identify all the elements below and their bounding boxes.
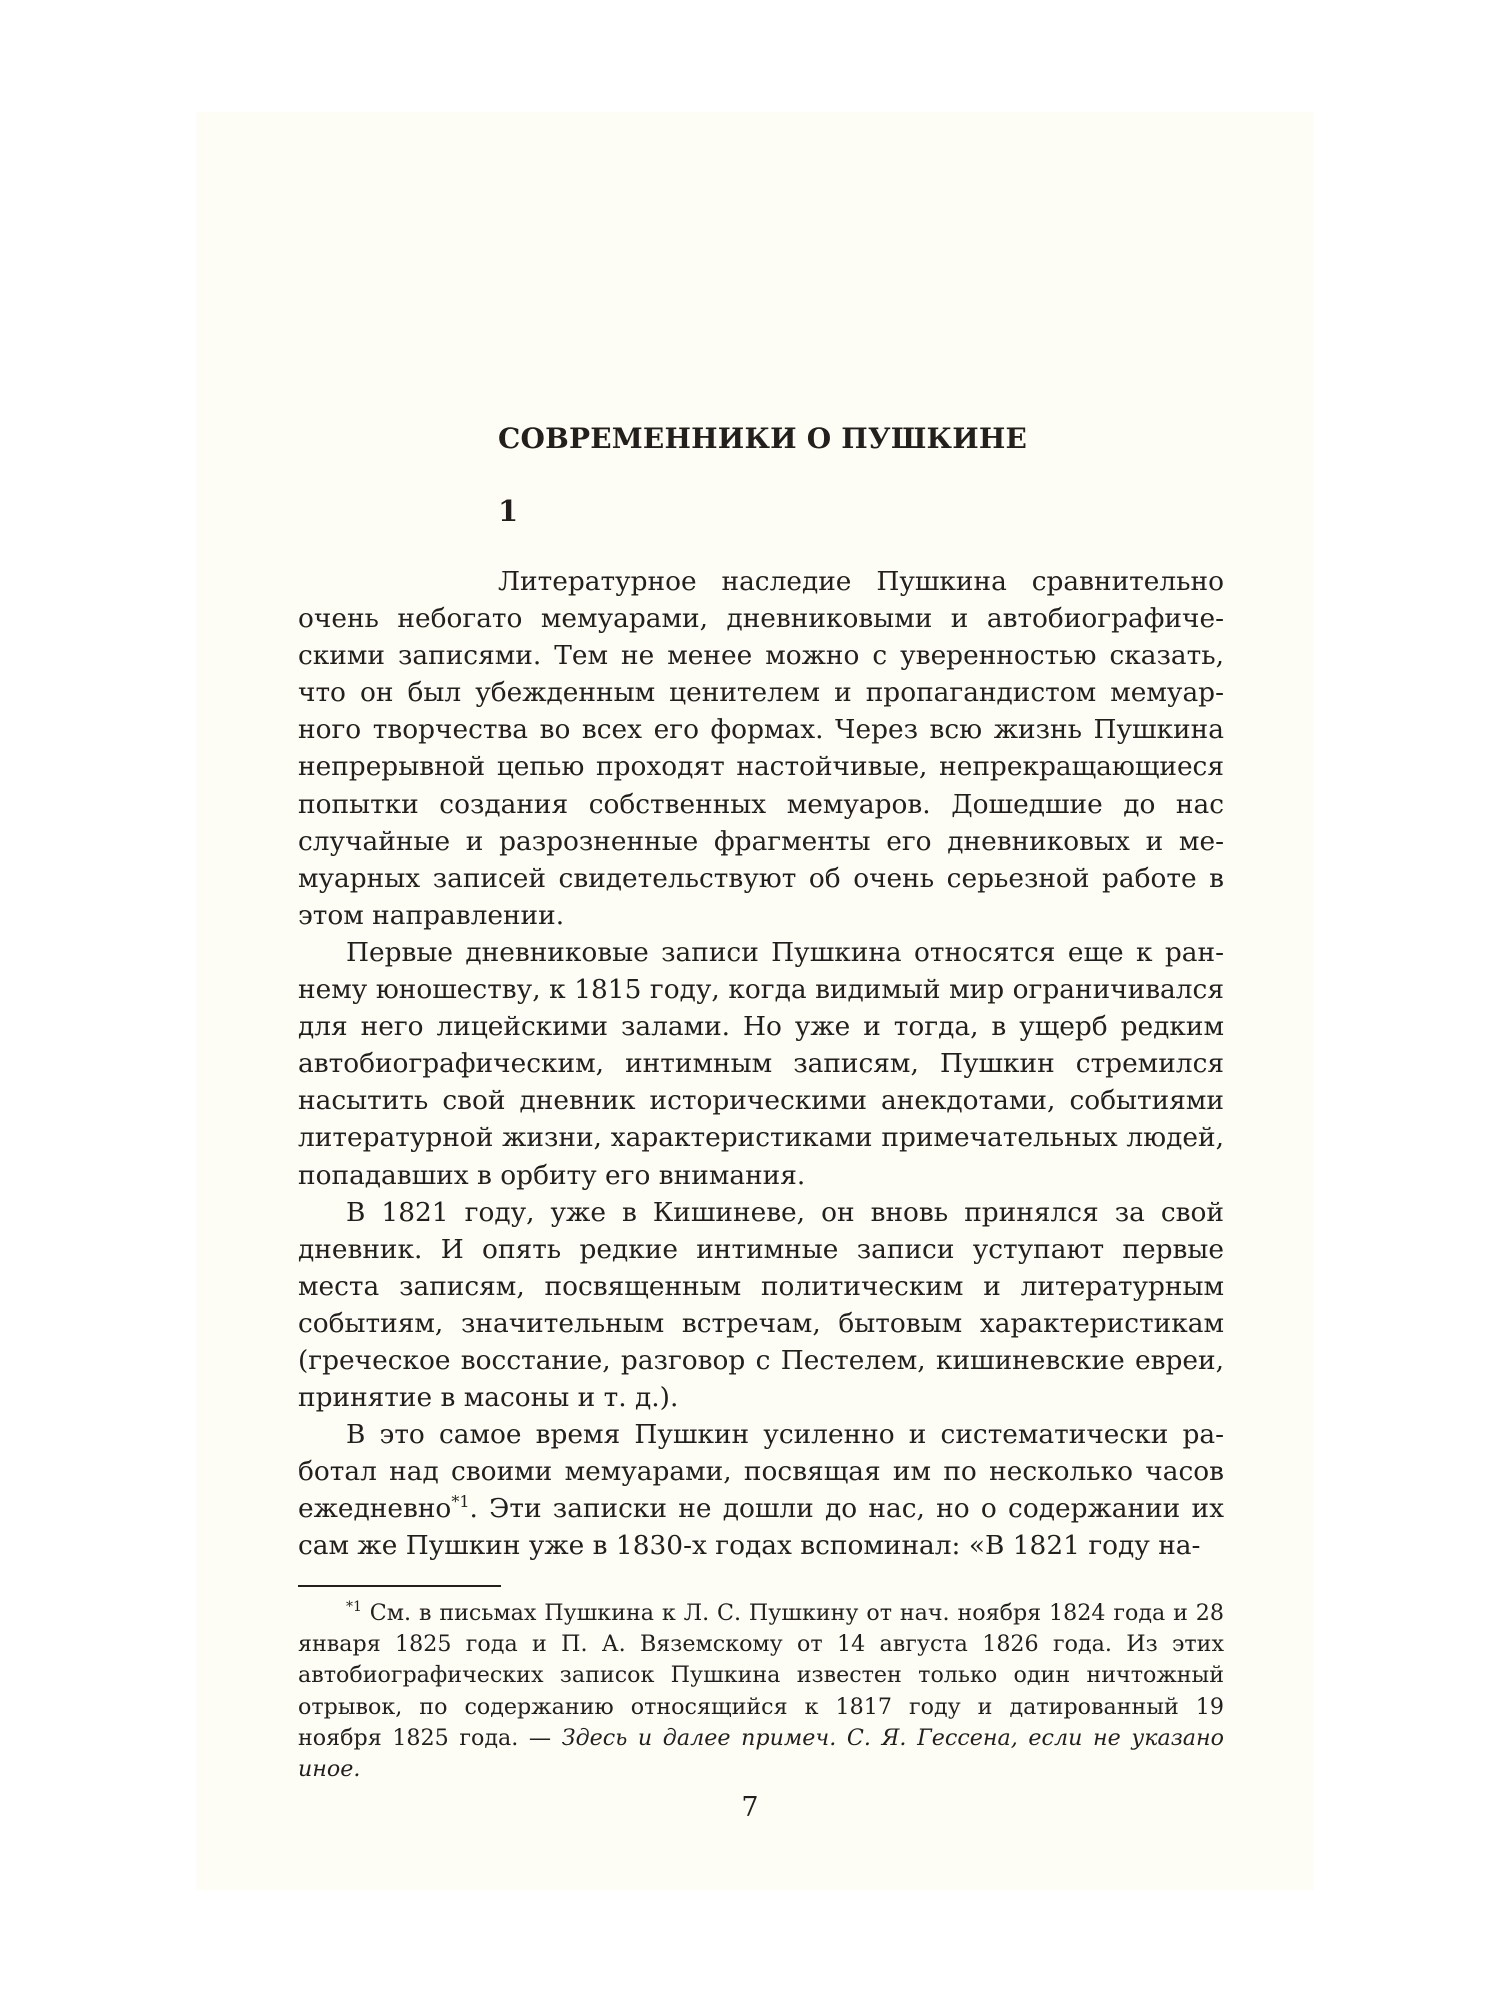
section-number: 1 [498,494,519,528]
chapter-heading: СОВРЕМЕННИКИ О ПУШКИНЕ [498,422,1028,455]
paragraph: Первые дневниковые записи Пушкина относятся еще к раннему юношеству, к 1815 году, когда видимый мир ограничивался для него лицейскими залами. Но уже и тогда, в ущерб редким автобиографическим, интимным записям, Пушкин стремился насытить свой дневник историческими анекдотами, событиями литературной жизни, характеристиками примечательных людей, попадавших в орбиту его внимания. [298,936,1224,1191]
paragraph [298,1416,1224,1564]
footnote-reference: *1 [451,1492,470,1512]
paragraph: Литературное наследие Пушкина сравнительно очень небогато мемуарами, дневниковыми и автобиографическими записями. Тем не менее можно с уверенностью сказать, что он был убежденным ценителем и пропагандистом мемуарного творчества во всех его формах. Через всю жизнь Пушкина непрерывной цепью проходят настойчивые, непрекращающиеся попытки создания собственных мемуаров. Дошедшие до нас случайные и разрозненные фрагменты его дневниковых и мемуарных записей свидетельствуют об очень серьезной работе в этом направлении. [298,566,1224,931]
paragraph-text: . Эти записки не дошли до нас, но о содержании их сам же Пушкин уже в 1830-х годах вспоминал: «В 1821 году на- [298,1493,1224,1562]
paragraph-text: В это самое время Пушкин усиленно и систематически работал над своими мемуарами, посвящая им по несколько часов ежедневно [298,1419,1224,1525]
footnote-paragraph [298,1598,1224,1785]
footnote-mark: *1 [346,1599,362,1615]
paragraph: В 1821 году, уже в Кишиневе, он вновь принялся за свой дневник. И опять редкие интимные записи уступают первые места записям, посвященным политическим и литературным событиям, значительным встречам, бытовым характеристикам (греческое восстание, разговор с Пестелем, кишиневские евреи, принятие в масоны и т. д.). [298,1196,1224,1414]
body-text [298,563,1224,1565]
page-number: 7 [741,1792,759,1823]
footnote-text: См. в письмах Пушкина к Л. С. Пушкину от нач. ноября 1824 года и 28 января 1825 года и П. А. Вяземскому от 14 августа 1826 года. Из этих автобиографических записок Пушкина известен только один ничтожный отрывок, по содержанию относящийся к 1817 году и датированный 19 ноября 1825 года. — [298,1600,1224,1751]
footnote-divider [298,1585,501,1587]
footnote-editor-note: Здесь и далее примеч. С. Я. Гессена, если не указано иное. [298,1724,1225,1783]
footnote [298,1598,1224,1785]
